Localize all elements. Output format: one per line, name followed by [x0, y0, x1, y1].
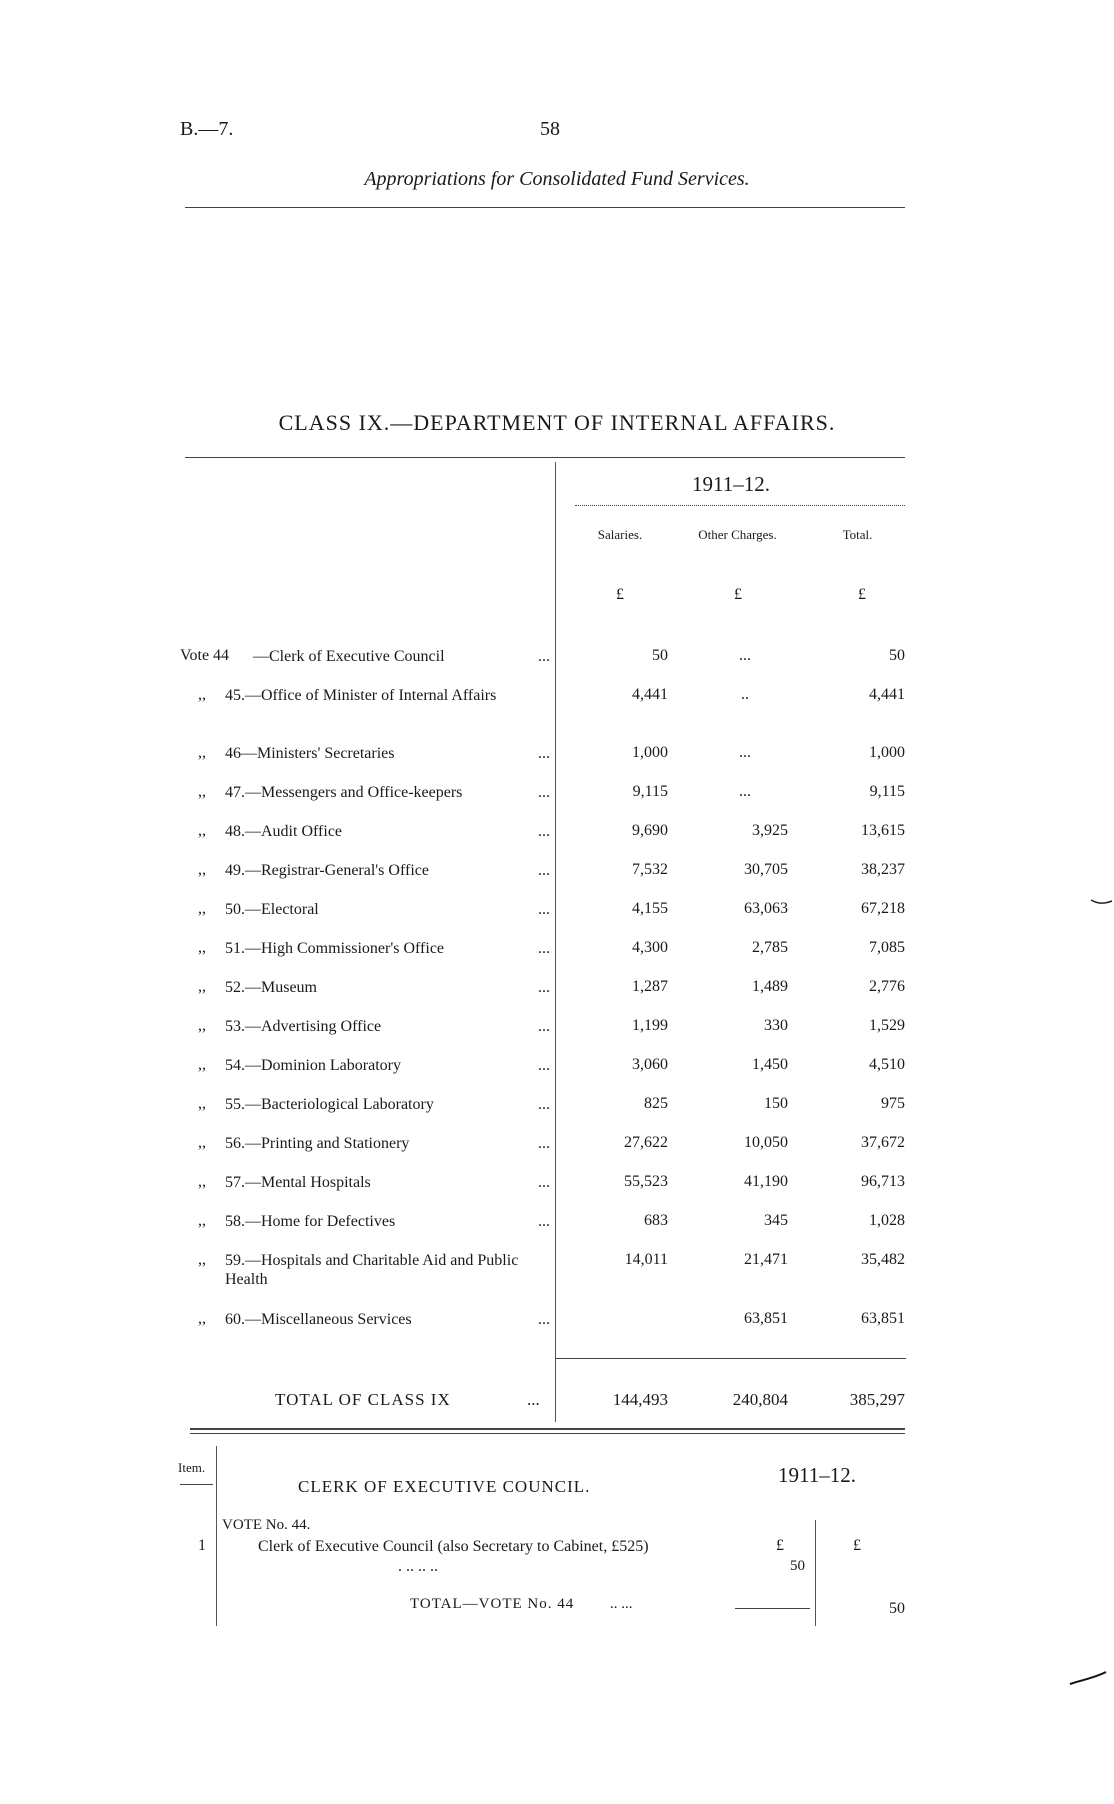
salaries-value: 1,287 [632, 978, 668, 995]
item-value-divider [815, 1520, 816, 1626]
vote-prefix: ,, [198, 900, 206, 917]
margin-tick-mark [1090, 896, 1114, 908]
page-number: 58 [540, 118, 560, 140]
total-value: 38,237 [861, 861, 905, 878]
other-charges-value: 150 [764, 1095, 788, 1112]
item-currency: £ [776, 1537, 784, 1554]
vote-label: 47.—Messengers and Office-keepers [225, 784, 463, 801]
total-value: 67,218 [861, 900, 905, 917]
vote-prefix: ,, [198, 686, 206, 703]
salaries-value: 4,441 [632, 686, 668, 703]
vote-prefix: ,, [198, 939, 206, 956]
label-column-divider [555, 462, 556, 1422]
margin-stroke-path [1070, 1672, 1106, 1684]
leader-dots: ... [527, 1390, 540, 1409]
vote-total-rule [735, 1608, 810, 1609]
vote-prefix: ,, [198, 744, 206, 761]
page-subtitle: Appropriations for Consolidated Fund Services. [364, 168, 750, 190]
total-other-charges-value: 240,804 [732, 1390, 788, 1409]
other-charges-value: .. [741, 686, 749, 703]
total-value: 4,510 [869, 1056, 905, 1073]
vote-total-value: 50 [889, 1600, 905, 1617]
salaries-value: 55,523 [624, 1173, 668, 1190]
item-text: Clerk of Executive Council (also Secretary to Cabinet, £525) [258, 1538, 649, 1555]
total-value: 4,441 [869, 686, 905, 703]
vote-label: 57.—Mental Hospitals [225, 1174, 371, 1191]
salaries-value: 1,199 [632, 1017, 668, 1034]
item-number: 1 [198, 1537, 206, 1554]
vote-label: 54.—Dominion Laboratory [225, 1057, 401, 1074]
other-charges-value: 21,471 [744, 1251, 788, 1268]
vote-label: 49.—Registrar-General's Office [225, 862, 429, 879]
other-charges-value: ... [739, 744, 751, 761]
other-charges-value: 3,925 [752, 822, 788, 839]
other-charges-value: ... [739, 647, 751, 664]
item-column-divider [216, 1446, 217, 1626]
vote-heading: VOTE No. 44. [222, 1517, 311, 1533]
leader-dots: ... [538, 784, 550, 801]
column-salaries: Salaries. [597, 527, 643, 542]
vote-label: 60.—Miscellaneous Services [225, 1311, 412, 1328]
salaries-value: 9,115 [632, 783, 668, 800]
vote-prefix: Vote 44 [180, 647, 230, 664]
total-value: 9,115 [869, 783, 905, 800]
class-title: CLASS IX.—DEPARTMENT OF INTERNAL AFFAIRS. [278, 410, 836, 435]
total-value: 63,851 [861, 1310, 905, 1327]
other-charges-value: 345 [764, 1212, 788, 1229]
leader-dots: ... [538, 1135, 550, 1152]
leader-dots: ... [538, 901, 550, 918]
total-value: 2,776 [869, 978, 905, 995]
other-charges-value: 63,851 [744, 1310, 788, 1327]
subsection-title: CLERK OF EXECUTIVE COUNCIL. [298, 1477, 591, 1496]
leader-dots: ... [538, 979, 550, 996]
total-currency: £ [853, 1537, 861, 1554]
currency-total: £ [858, 586, 866, 603]
other-charges-value: 330 [764, 1017, 788, 1034]
salaries-value: 14,011 [624, 1251, 668, 1268]
class-total-label: TOTAL OF CLASS IX [275, 1390, 451, 1409]
leader-dots: ... [538, 1096, 550, 1113]
vote-label: 45.—Office of Minister of Internal Affairs [225, 687, 497, 704]
other-charges-value: 10,050 [744, 1134, 788, 1151]
document-code: B.—7. [180, 118, 234, 140]
vote-prefix: ,, [198, 1056, 206, 1073]
salaries-value: 9,690 [632, 822, 668, 839]
salaries-value: 4,155 [632, 900, 668, 917]
total-value: 975 [881, 1095, 905, 1112]
vote-prefix: ,, [198, 1134, 206, 1151]
vote-label: 51.—High Commissioner's Office [225, 940, 445, 957]
total-value: 1,028 [869, 1212, 905, 1229]
other-charges-value: 1,450 [752, 1056, 788, 1073]
other-charges-value: 1,489 [752, 978, 788, 995]
vote-label: 48.—Audit Office [225, 823, 343, 840]
vote-label: 58.—Home for Defectives [225, 1213, 396, 1230]
other-charges-value: ... [739, 783, 751, 800]
margin-tick-path [1091, 900, 1112, 903]
leader-dots: ... [538, 1057, 550, 1074]
total-lower-rule [190, 1428, 905, 1430]
subsection-year: 1911–12. [778, 1463, 856, 1487]
item-description [258, 1537, 728, 1577]
vote-prefix: ,, [198, 1310, 206, 1327]
total-value: 7,085 [869, 939, 905, 956]
salaries-value: 825 [644, 1095, 668, 1112]
vote-label: 55.—Bacteriological Laboratory [225, 1096, 434, 1113]
table-year: 1911–12. [692, 472, 770, 496]
total-lower-rule-2 [190, 1433, 905, 1434]
other-charges-value: 41,190 [744, 1173, 788, 1190]
salaries-value: 7,532 [632, 861, 668, 878]
vote-label: —Clerk of Executive Council [253, 648, 445, 665]
vote-prefix: ,, [198, 1017, 206, 1034]
total-salaries-value: 144,493 [612, 1390, 668, 1409]
item-column-header: Item. [178, 1460, 206, 1475]
total-value: 1,000 [869, 744, 905, 761]
vote-prefix: ,, [198, 1251, 206, 1268]
total-value: 96,713 [861, 1173, 905, 1190]
vote-prefix: ,, [198, 1095, 206, 1112]
item-value: 50 [790, 1558, 805, 1574]
leader-dots: ... [538, 1213, 550, 1230]
leader-dots: .. ... [610, 1596, 633, 1612]
column-total: Total. [842, 527, 873, 542]
salaries-value: 1,000 [632, 744, 668, 761]
leader-dots: ... [538, 1311, 550, 1328]
total-value: 50 [889, 647, 905, 664]
vote-prefix: ,, [198, 783, 206, 800]
other-charges-value: 30,705 [744, 861, 788, 878]
other-charges-value: 2,785 [752, 939, 788, 956]
salaries-value: 27,622 [624, 1134, 668, 1151]
vote-label: 46—Ministers' Secretaries [225, 745, 395, 762]
vote-prefix: ,, [198, 822, 206, 839]
year-rule [575, 505, 905, 506]
grand-total-value: 385,297 [849, 1390, 905, 1409]
salaries-value: 50 [652, 647, 668, 664]
leader-dots: ... [538, 1174, 550, 1191]
vote-total-label: TOTAL—VOTE No. 44 [410, 1596, 575, 1612]
vote-prefix: ,, [198, 1173, 206, 1190]
class-title-rule [185, 457, 905, 458]
other-charges-value: 63,063 [744, 900, 788, 917]
margin-stroke-mark [1068, 1668, 1108, 1688]
salaries-value: 4,300 [632, 939, 668, 956]
leader-dots: . .. .. .. [398, 1558, 438, 1575]
currency-salaries: £ [616, 586, 624, 603]
salaries-value: 683 [644, 1212, 668, 1229]
total-value: 35,482 [861, 1251, 905, 1268]
leader-dots: ... [538, 940, 550, 957]
vote-label: 52.—Museum [225, 979, 317, 996]
leader-dots: ... [538, 1018, 550, 1035]
leader-dots: ... [538, 648, 550, 665]
vote-prefix: ,, [198, 978, 206, 995]
vote-prefix: ,, [198, 1212, 206, 1229]
total-upper-rule [556, 1358, 906, 1359]
total-value: 37,672 [861, 1134, 905, 1151]
vote-label: 53.—Advertising Office [225, 1018, 382, 1035]
currency-other-charges: £ [734, 586, 742, 603]
leader-dots: ... [538, 745, 550, 762]
total-value: 1,529 [869, 1017, 905, 1034]
leader-dots: ... [538, 862, 550, 879]
column-other-charges: Other Charges. [698, 527, 777, 542]
salaries-value: 3,060 [632, 1056, 668, 1073]
header-rule [185, 207, 905, 208]
item-header-rule [180, 1484, 213, 1485]
vote-label: 50.—Electoral [225, 901, 319, 918]
vote-label: 59.—Hospitals and Charitable Aid and Public Health [225, 1252, 519, 1288]
leader-dots: ... [538, 823, 550, 840]
vote-prefix: ,, [198, 861, 206, 878]
vote-label: 56.—Printing and Stationery [225, 1135, 410, 1152]
total-value: 13,615 [861, 822, 905, 839]
